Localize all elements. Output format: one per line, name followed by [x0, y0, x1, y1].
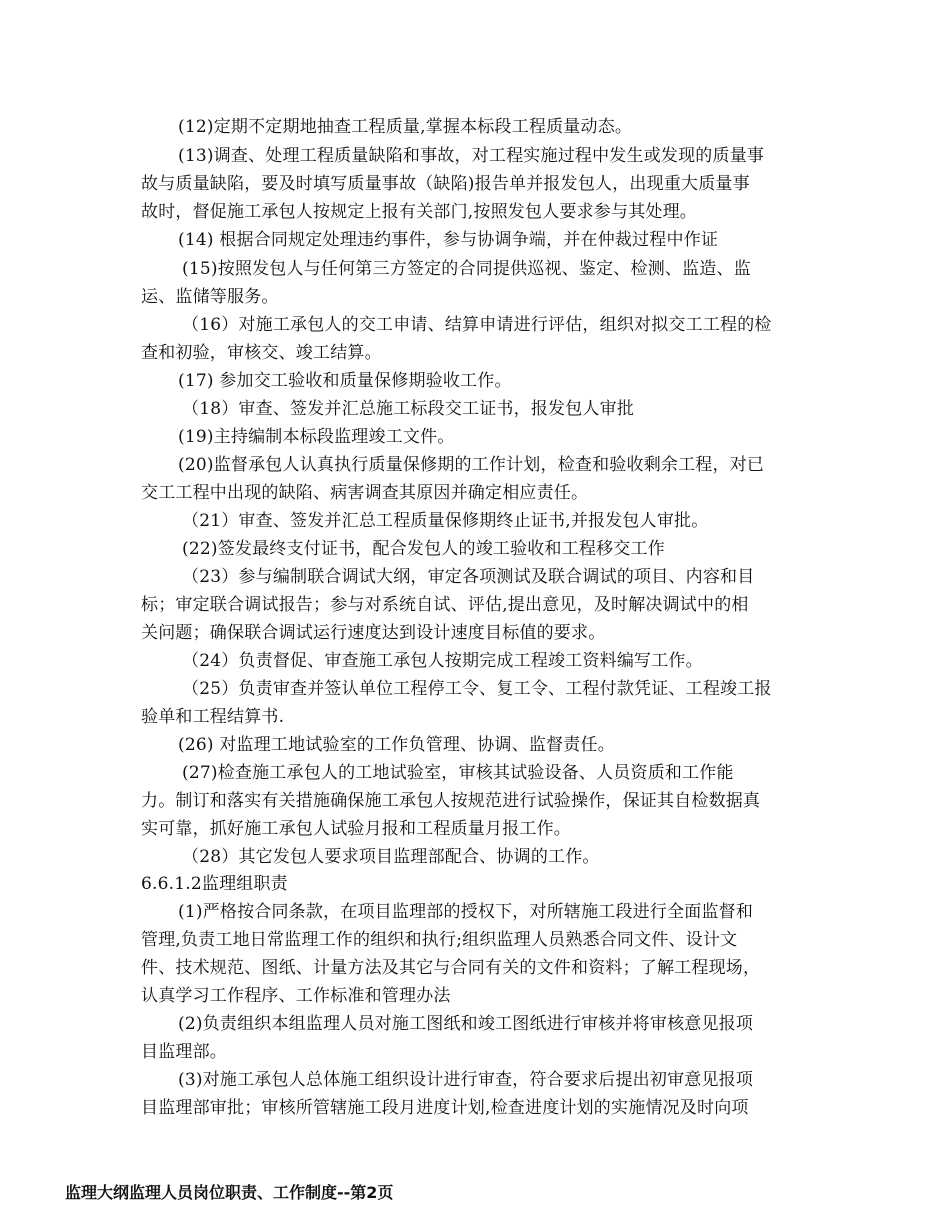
paragraph-line: （25）负责审查并签认单位工程停工令、复工令、工程付款凭证、工程竣工报	[182, 679, 772, 699]
paragraph-line: (20)监督承包人认真执行质量保修期的工作计划，检查和验收剩余工程，对已	[178, 455, 765, 475]
paragraph-line: (3)对施工承包人总体施工组织设计进行审查，符合要求后提出初审意见报项	[178, 1070, 754, 1090]
paragraph-line: 运、监储等服务。	[141, 287, 279, 307]
paragraph-line: 查和初验，审核交、竣工结算。	[141, 343, 382, 363]
paragraph-line: （21）审查、签发并汇总工程质量保修期终止证书,并报发包人审批。	[182, 511, 709, 531]
section-heading: 6.6.1.2监理组职责	[141, 874, 288, 894]
paragraph-line: 实可靠，抓好施工承包人试验月报和工程质量月报工作。	[141, 819, 571, 839]
paragraph-line: (27)检查施工承包人的工地试验室，审核其试验设备、人员资质和工作能	[182, 763, 734, 783]
paragraph-line: 故与质量缺陷，要及时填写质量事故（缺陷)报告单并报发包人，出现重大质量事	[141, 174, 750, 194]
paragraph-line: 认真学习工作程序、工作标准和管理办法	[141, 986, 451, 1006]
paragraph-line: （28）其它发包人要求项目监理部配合、协调的工作。	[182, 847, 600, 867]
paragraph-line: 标；审定联合调试报告；参与对系统自试、评估,提出意见，及时解决调试中的相	[141, 595, 749, 615]
paragraph-line: 力。制订和落实有关措施确保施工承包人按规范进行试验操作，保证其自检数据真	[141, 791, 761, 811]
page-footer: 监理大纲监理人员岗位职责、工作制度--第2页	[65, 1183, 394, 1202]
paragraph-line: (12)定期不定期地抽查工程质量,掌握本标段工程质量动态。	[178, 117, 633, 137]
paragraph-line: 关问题；确保联合调试运行速度达到设计速度目标值的要求。	[141, 623, 606, 643]
paragraph-line: 验单和工程结算书.	[141, 707, 285, 727]
paragraph-line: 管理,负责工地日常监理工作的组织和执行;组织监理人员熟悉合同文件、设计文	[141, 930, 738, 950]
paragraph-line: 故时，督促施工承包人按规定上报有关部门,按照发包人要求参与其处理。	[141, 202, 698, 222]
paragraph-line: (17) 参加交工验收和质量保修期验收工作。	[178, 371, 512, 391]
paragraph-line: (1)严格按合同条款，在项目监理部的授权下，对所辖施工段进行全面监督和	[178, 902, 754, 922]
paragraph-line: （16）对施工承包人的交工申请、结算申请进行评估，组织对拟交工工程的检	[182, 315, 772, 335]
paragraph-line: 目监理部。	[141, 1042, 227, 1062]
paragraph-line: 件、技术规范、图纸、计量方法及其它与合同有关的文件和资料；了解工程现场，	[141, 958, 761, 978]
paragraph-line: 目监理部审批；审核所管辖施工段月进度计划,检查进度计划的实施情况及时向项	[141, 1098, 749, 1118]
paragraph-line: (13)调查、处理工程质量缺陷和事故，对工程实施过程中发生或发现的质量事	[178, 146, 765, 166]
paragraph-line: （18）审查、签发并汇总施工标段交工证书，报发包人审批	[182, 399, 635, 419]
paragraph-line: (26) 对监理工地试验室的工作负管理、协调、监督责任。	[178, 735, 615, 755]
paragraph-line: 交工工程中出现的缺陷、病害调查其原因并确定相应责任。	[141, 483, 589, 503]
paragraph-line: (22)签发最终支付证书，配合发包人的竣工验收和工程移交工作	[182, 539, 665, 559]
paragraph-line: (15)按照发包人与任何第三方签定的合同提供巡视、鉴定、检测、监造、监	[182, 259, 751, 279]
paragraph-line: （24）负责督促、审查施工承包人按期完成工程竣工资料编写工作。	[182, 651, 703, 671]
paragraph-line: （23）参与编制联合调试大纲，审定各项测试及联合调试的项目、内容和目	[182, 567, 755, 587]
paragraph-line: (2)负责组织本组监理人员对施工图纸和竣工图纸进行审核并将审核意见报项	[178, 1014, 754, 1034]
paragraph-line: (19)主持编制本标段监理竣工文件。	[178, 427, 455, 447]
paragraph-line: (14) 根据合同规定处理违约事件，参与协调争端，并在仲裁过程中作证	[178, 230, 719, 250]
